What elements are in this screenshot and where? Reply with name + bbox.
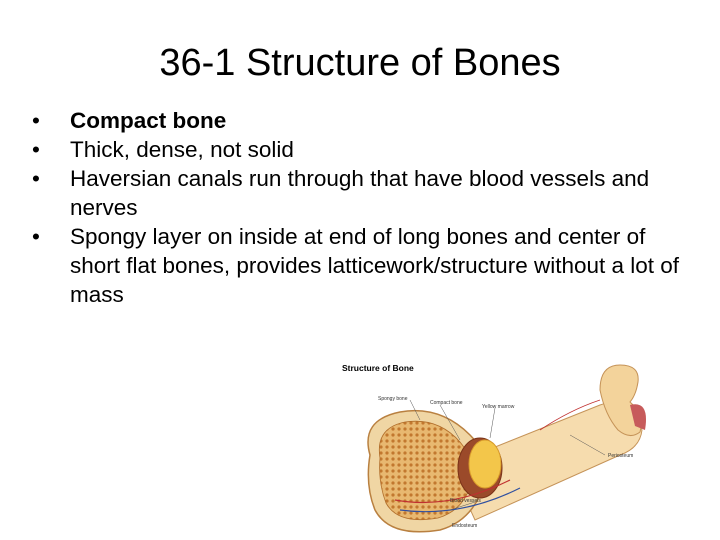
bullet-marker: • [32, 224, 40, 249]
figure-label: Compact bone [430, 400, 463, 406]
bullet-marker: • [32, 166, 40, 191]
figure-title: Structure of Bone [342, 363, 414, 373]
bullet-list [32, 106, 692, 309]
bullet-item [32, 222, 692, 309]
bullet-text: Thick, dense, not solid [70, 137, 294, 162]
bullet-marker: • [32, 108, 40, 133]
bullet-marker: • [32, 137, 40, 162]
slide-title: 36-1 Structure of Bones [159, 42, 561, 84]
bullet-text: Compact bone [70, 108, 227, 133]
figure-label: Endosteum [452, 523, 478, 529]
bullet-text: Spongy layer on inside at end of long bones and center of short flat bones, provides latticework/structure without a lot of mass [70, 224, 680, 307]
bone-illustration [300, 360, 720, 540]
bullet-text: Haversian canals run through that have blood vessels and nerves [70, 166, 650, 220]
figure-label: Blood vessels [450, 498, 481, 504]
bone-structure-figure [300, 360, 720, 540]
bullet-item [32, 164, 692, 222]
figure-label: Periosteum [608, 453, 634, 459]
bullet-item [32, 106, 692, 135]
figure-label: Yellow marrow [482, 404, 515, 410]
bullet-item [32, 135, 692, 164]
figure-label: Spongy bone [378, 396, 408, 402]
